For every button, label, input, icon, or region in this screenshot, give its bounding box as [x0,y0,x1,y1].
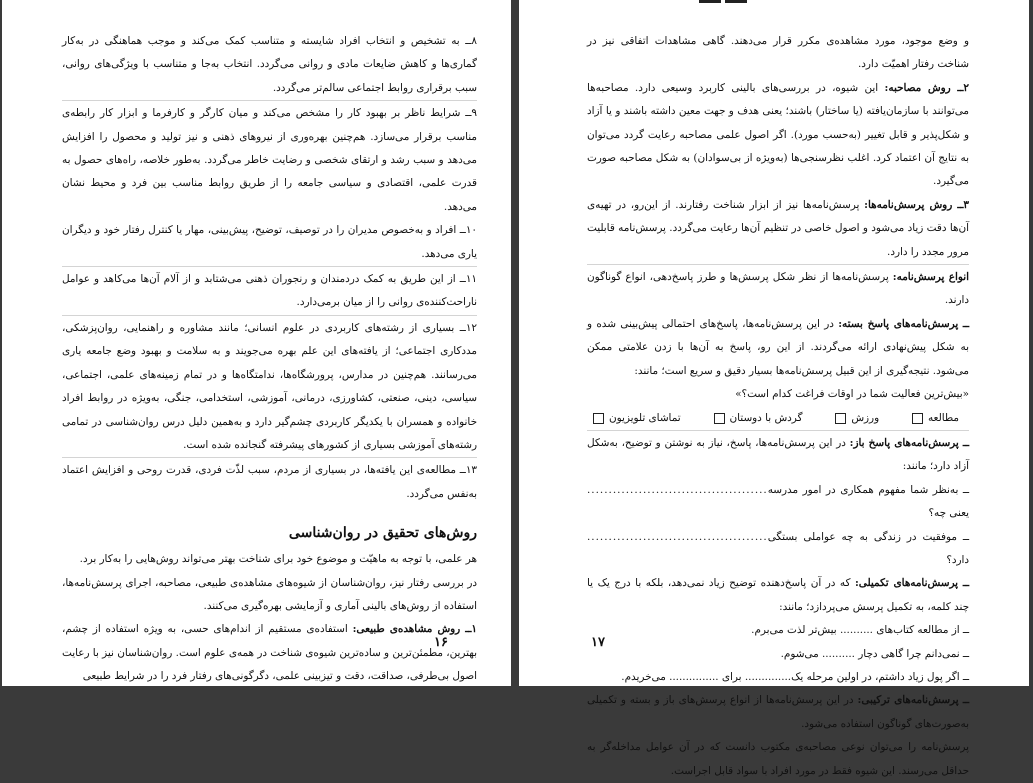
list-item-9: ۹ــ شرایط ناظر بر بهبود کار را مشخص می‌کند و میان کارگر و کارفرما و ابزار کار رابطه‌ی مناسب برقرار می‌سازد. هم‌چنین بهره‌وری از نیروهای ذهنی و نیز تولید و محصول را افزایش می‌دهد و سبب رشد و ارتقای شخصی و رضایت خاطر می‌گردد. به‌طور خلاصه، راه‌های حصول به قدرت علمی، اقتصادی و سیاسی جامعه را از طریق روابط مناسب بین فرد و محیط نشان می‌دهد. [62,107,477,213]
method-1-text: استفاده‌ی مستقیم از اندام‌های حسی، به ویژه استفاده از چشم، بهترین، مطمئن‌ترین و ساده‌ترین شیوه‌ی شناخت در همه‌ی علوم است. روان‌شناسان نیز با رعایت اصول بی‌طرفی، صداقت، دقت و تیزبینی علمی، دگرگونی‌های رفتار فرد را در شرایط طبیعی [62,623,477,683]
open-question-1 [587,479,969,526]
combined-paragraph [587,689,969,736]
section-spacer [62,506,477,518]
option-label: تماشای تلویزیون [609,411,681,424]
complement-text: که در آن پاسخ‌دهنده توضیح زیاد نمی‌دهد، بلکه با درج یک یا چند کلمه، به تکمیل پرسش می‌پردازد؛ مانند: [587,577,969,613]
right-page [519,0,1029,777]
method-3-text: پرسش‌نامه‌ها نیز از ابزار شناخت رفتارند. از این‌رو، در تهیه‌ی آن‌ها دقت زیاد می‌شود و اصول خاصی در تنظیم آن‌ها رعایت می‌گردد. پرسش‌نامه قابلیت مرور مجدد را دارد. [587,198,969,258]
divider [587,264,969,265]
answer-blank[interactable]: .......................................... [587,483,768,496]
option-sport[interactable] [835,407,879,430]
divider [62,315,477,316]
types-text: پرسش‌نامه‌ها از نظر شکل پرسش‌ها و طرز پاسخ‌دهی، انواع گوناگون دارند. [587,271,969,307]
complement-item-1: ــ از مطالعه کتاب‌های .......... بیش‌تر لذت می‌برم. [751,624,969,637]
page-number: ۱۶ [434,635,448,650]
list-item-11: ۱۱ــ از این طریق به کمک دردمندان و رنجوران ذهنی می‌شتابد و از آلام آن‌ها می‌کاهد و عوامل ناراحت‌کننده‌ی روانی را از میان برمی‌دارد. [62,273,477,309]
left-page [2,0,511,686]
combined-title: ــ پرسش‌نامه‌های ترکیبی: [857,694,969,707]
open-title: ــ پرسش‌نامه‌های پاسخ باز: [849,436,970,449]
question-text: ــ موفقیت در زندگی به چه عواملی بستگی دارد؟ [767,530,969,566]
method-3-title: ۳ــ روش پرسش‌نامه‌ها: [864,198,970,211]
closed-paragraph [587,313,969,383]
checkbox[interactable] [593,413,604,424]
divider [62,100,477,101]
open-question-2 [587,526,969,573]
types-paragraph [587,266,969,313]
left-page-content [62,30,477,689]
list-item-13: ۱۳ــ مطالعه‌ی این یافته‌ها، در بسیاری از مردم، سبب لذّت فردی، قدرت روحی و افزایش اعتماد به‌نفس می‌گردد. [62,464,477,500]
checkbox[interactable] [912,413,923,424]
option-friends[interactable] [714,407,803,430]
types-title: انواع پرسش‌نامه: [892,271,969,284]
scan-mark [699,0,721,3]
list-item-8: ۸ــ به تشخیص و انتخاب افراد شایسته و متناسب کمک می‌کند و موجب هماهنگی در به‌کار گماری‌ها و کاهش ضایعات مادی و روانی می‌گردد. انتخاب به‌جا و متناسب با ویژگی‌های روانی، سبب برقراری روابط اجتماعی سالم‌تر می‌گردد. [62,35,477,94]
method-2-title: ۲ــ روش مصاحبه: [884,81,970,94]
open-paragraph [587,432,969,479]
closed-example-question: «بیش‌ترین فعالیت شما در اوقات فراغت کدام است؟» [735,388,969,401]
method-1-paragraph [62,618,477,688]
method-1-title: ۱ــ روش مشاهده‌ی طبیعی: [352,623,477,636]
intro-paragraph-1: هر علمی، با توجه به ماهیّت و موضوع خود برای شناخت بهتر می‌تواند روش‌هایی را به‌کار برد. [79,553,477,566]
closed-text: در این پرسش‌نامه‌ها، پاسخ‌های احتمالی پیش‌بینی شده و به شکل پیش‌نهادی ارائه می‌گردند. از این رو، پاسخ به آن‌ها با زدن علامتی ممکن می‌شود. نتیجه‌گیری از این قبیل پرسش‌نامه‌ها بسیار دقیق و سریع است؛ مانند: [587,317,969,377]
question-text: ــ به‌نظر شما مفهوم همکاری در امور مدرسه یعنی چه؟ [767,483,969,520]
final-paragraph: پرسش‌نامه را می‌توان نوعی مصاحبه‌ی مکتوب دانست که در آن عوامل مداخله‌گر به حداقل می‌رسند. این شیوه فقط در مورد افراد با سواد قابل اجراست. [587,741,969,777]
option-label: مطالعه [927,411,959,424]
option-label: ورزش [851,411,880,424]
combined-text: در این پرسش‌نامه‌ها از انواع پرسش‌های باز و بسته و تکمیلی به‌صورت‌های گوناگون استفاده می‌شود. [587,694,969,730]
right-page-content [587,30,969,783]
option-study[interactable] [912,407,959,430]
page-number: ۱۷ [591,635,605,650]
intro-paragraph-2: در بررسی رفتار نیز، روان‌شناسان از شیوه‌های مشاهده‌ی طبیعی، مصاحبه، اجرای پرسش‌نامه‌ها، استفاده از روش‌های بالینی آماری و آزمایشی بهره‌گیری می‌کنند. [62,576,477,612]
complement-title: ــ پرسش‌نامه‌های تکمیلی: [854,577,969,590]
answer-blank[interactable]: .......................................... [587,530,768,543]
complement-item-2: ــ نمی‌دانم چرا گاهی دچار .......... می‌شوم. [780,647,969,660]
divider [587,430,969,431]
checkbox[interactable] [714,413,725,424]
complement-item-3: ــ اگر پول زیاد داشتم، در اولین مرحله یک.............. برای ............... می‌خریدم. [621,670,969,683]
continuation-paragraph: و وضع موجود، مورد مشاهده‌ی مکرر قرار می‌دهند. گاهی مشاهدات اتفاقی نیز در شناخت رفتار اهمیّت دارد. [587,35,969,71]
closed-title: ــ پرسش‌نامه‌های پاسخ بسته: [838,317,969,330]
list-item-10: ۱۰ــ افراد و به‌خصوص مدیران را در توصیف، توضیح، پیش‌بینی، مهار یا کنترل رفتار خود و دیگران یاری می‌دهد. [62,224,477,260]
divider [62,457,477,458]
option-tv[interactable] [593,407,681,430]
method-2-text: این شیوه، در بررسی‌های بالینی کاربرد وسیعی دارد. مصاحبه‌ها می‌توانند با سازمان‌یافته (یا ساختار) باشند؛ یعنی هدف و جهت معین داشته باشند و یا آزاد و شکل‌پذیر و قابل تغییر (به‌حسب مورد). اگر اصول علمی مصاحبه رعایت گردد می‌توان به نتایج آن اعتماد کرد. اغلب نظرسنجی‌ها (به‌ویژه از بی‌سوادان) به شکل مصاحبه صورت می‌گیرد. [587,81,969,188]
complement-paragraph [587,572,969,619]
option-label: گردش با دوستان [729,411,803,424]
divider [62,266,477,267]
section-heading: روش‌های تحقیق در روان‌شناسی [288,525,477,542]
list-item-12: ۱۲ــ بسیاری از رشته‌های کاربردی در علوم انسانی؛ مانند مشاوره و راهنمایی، روان‌پزشکی، مددکاری اجتماعی؛ از یافته‌های این علم بهره می‌جویند و به سلامت و بهبود وضع جامعه یاری می‌رسانند. هم‌چنین در مدارس، پرورشگاه‌ها، ندامتگاه‌ها و در تمام زمینه‌های علمی، اجتماعی، سیاسی، دینی، صنعتی، کشاورزی، درمانی، آموزشی، استخدامی، جنگی، به‌ویژه در روابط افراد خانواده و همسران با یکدیگر کاربردی چشم‌گیر دارد و به‌همین دلیل درس روان‌شناسی در تمامی رشته‌های آموزشی بسیاری از کشورهای پیشرفته گنجانده شده است. [62,321,477,451]
method-3-paragraph [587,194,969,264]
method-2-paragraph [587,77,969,194]
scan-mark [725,0,747,3]
open-text: در این پرسش‌نامه‌ها، پاسخ، نیاز به نوشتن و توضیح، به‌شکل آزاد دارد؛ مانند: [587,436,969,473]
checkbox[interactable] [835,413,846,424]
closed-options [587,407,969,430]
